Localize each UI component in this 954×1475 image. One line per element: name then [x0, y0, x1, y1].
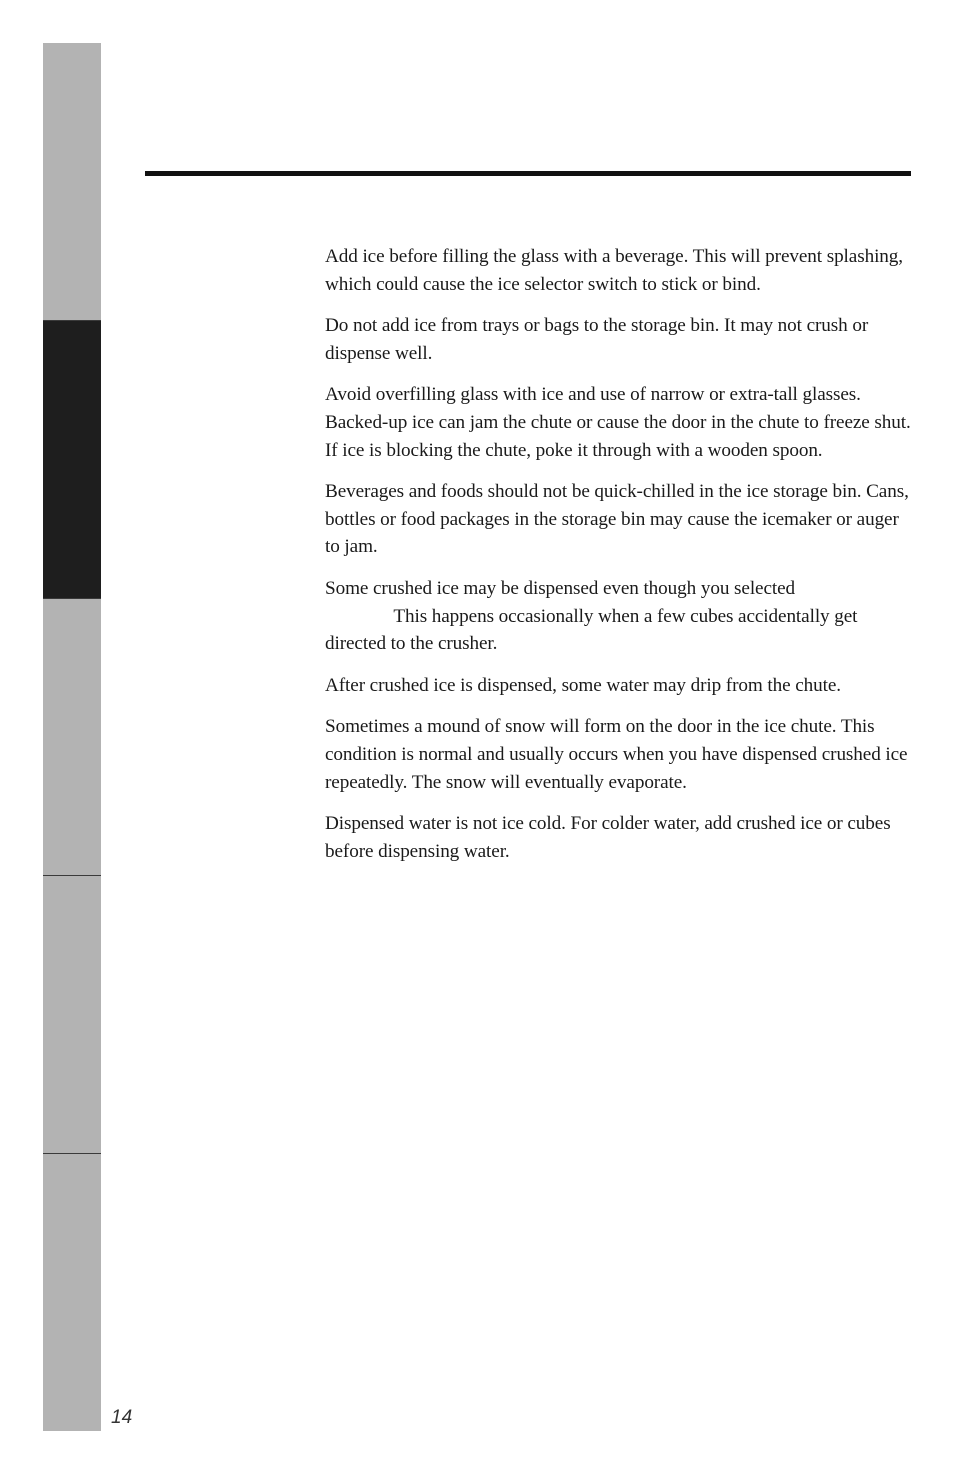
tip-paragraph: Sometimes a mound of snow will form on the door in the ice chute. This condition is normal and usually occurs when you have dispensed crushed ice repeatedly. The snow will eventually evaporate.	[325, 716, 908, 793]
tip-paragraph: After crushed ice is dispensed, some water may drip from the chute.	[325, 674, 841, 696]
header-rule	[145, 171, 911, 176]
tip-text-after: This happens occasionally when a few cubes accidentally get directed to the crusher.	[325, 605, 858, 655]
tip-paragraph: Beverages and foods should not be quick-chilled in the ice storage bin. Cans, bottles or food packages in the storage bin may cause the icemaker or auger to jam.	[325, 481, 909, 558]
tip-paragraph: Avoid overfilling glass with ice and use of narrow or extra-tall glasses. Backed-up ice can jam the chute or cause the door in the chute to freeze shut. If ice is blocking the chute, poke it through with a wooden spoon.	[325, 384, 911, 461]
side-tab-5	[43, 1154, 101, 1431]
side-tab-3	[43, 599, 101, 877]
tip-paragraph: Do not add ice from trays or bags to the storage bin. It may not crush or dispense well.	[325, 315, 869, 364]
tip-paragraph: Add ice before filling the glass with a beverage. This will prevent splashing, which could cause the ice selector switch to stick or bind.	[325, 246, 903, 295]
tip-text-before: Some crushed ice may be dispensed even though you selected	[325, 577, 796, 599]
tip-paragraph	[325, 575, 915, 658]
side-tabs	[43, 43, 101, 1431]
side-tab-2-active	[43, 321, 101, 599]
side-tab-1	[43, 43, 101, 321]
tip-paragraph: Dispensed water is not ice cold. For colder water, add crushed ice or cubes before dispensing water.	[325, 813, 891, 862]
side-tab-4	[43, 876, 101, 1154]
page-number: 14	[111, 1407, 133, 1428]
tips-content	[325, 243, 915, 879]
